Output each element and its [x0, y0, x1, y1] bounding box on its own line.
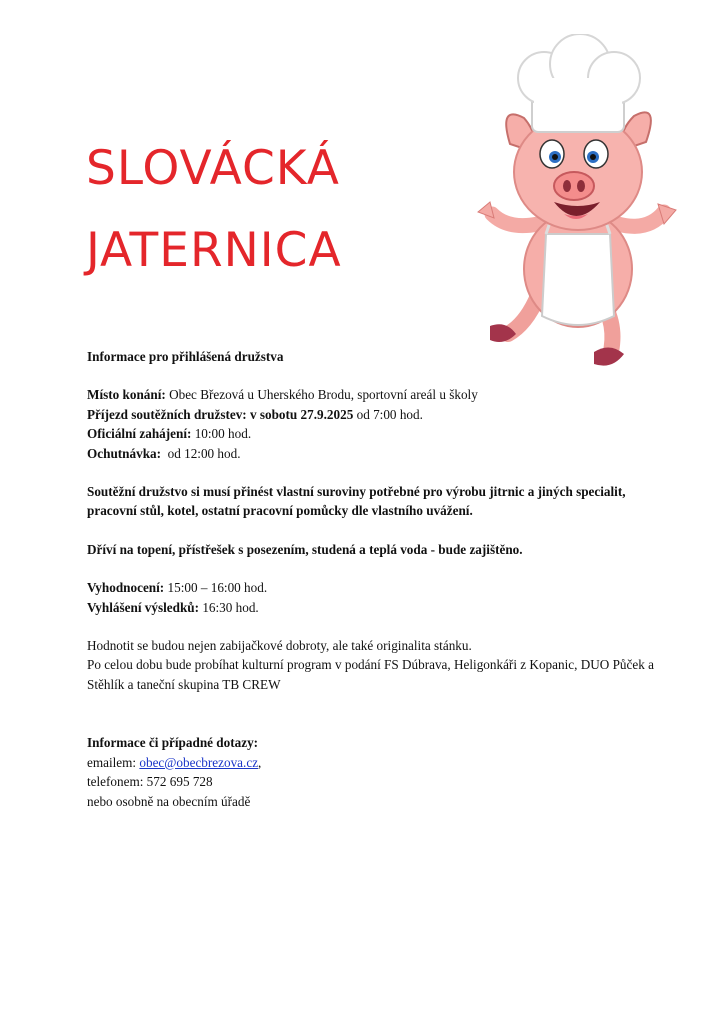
results-value: 16:30 hod. — [199, 599, 259, 615]
evaluation-label: Vyhodnocení: — [87, 580, 165, 596]
email-link[interactable]: obec@obecbrezova.cz — [139, 754, 259, 770]
event-information — [87, 347, 677, 811]
evaluation-value: 15:00 – 16:00 hod. — [164, 580, 268, 596]
contact-in-person: nebo osobně na obecním úřadě — [87, 793, 251, 809]
opening-label: Oficiální zahájení: — [87, 426, 192, 442]
arrival-label: Příjezd soutěžních družstev: v sobotu 27.9.2025 — [87, 406, 354, 422]
poster-title — [86, 128, 342, 292]
team-requirements: Soutěžní družstvo si musí přinést vlastní suroviny potřebné pro výrobu jitrnic a jiných specialit, pracovní stůl, kotel, ostatní pracovní pomůcky dle vlastního uvážení. — [87, 484, 626, 519]
email-label: emailem: — [87, 754, 140, 770]
section-heading: Informace pro přihlášená družstva — [87, 349, 284, 364]
contact-email-line — [87, 753, 677, 772]
pig-chef-icon — [468, 34, 686, 378]
results-line — [87, 598, 677, 617]
evaluation-info: Hodnotit se budou nejen zabijačkové dobroty, ale také originalita stánku. — [87, 638, 472, 654]
venue-label: Místo konání: — [87, 387, 166, 403]
arrival-line — [87, 405, 677, 424]
arrival-value: od 7:00 hod. — [353, 406, 423, 422]
contact-phone: telefonem: 572 695 728 — [87, 774, 213, 790]
title-line-2: JATERNICA — [86, 223, 342, 278]
tasting-label: Ochutnávka: — [87, 445, 162, 461]
contact-heading: Informace či případné dotazy: — [87, 735, 259, 751]
culture-program: Po celou dobu bude probíhat kulturní program v podání FS Dúbrava, Heligonkáři z Kopanic, DUO Půček a Stěhlík a taneční skupina TB CREW — [87, 657, 654, 692]
venue-line — [87, 385, 677, 404]
title-line-1: SLOVÁCKÁ — [86, 141, 340, 196]
provided-items: Dříví na topení, přístřešek s posezením, studená a teplá voda - bude zajištěno. — [87, 541, 523, 557]
evaluation-line — [87, 578, 677, 597]
venue-value: Obec Březová u Uherského Brodu, sportovní areál u školy — [165, 387, 478, 403]
email-suffix: , — [258, 754, 262, 770]
tasting-value: od 12:00 hod. — [161, 445, 241, 461]
tasting-line — [87, 444, 677, 463]
results-label: Vyhlášení výsledků: — [87, 599, 200, 615]
opening-line — [87, 424, 677, 443]
opening-value: 10:00 hod. — [191, 426, 252, 442]
